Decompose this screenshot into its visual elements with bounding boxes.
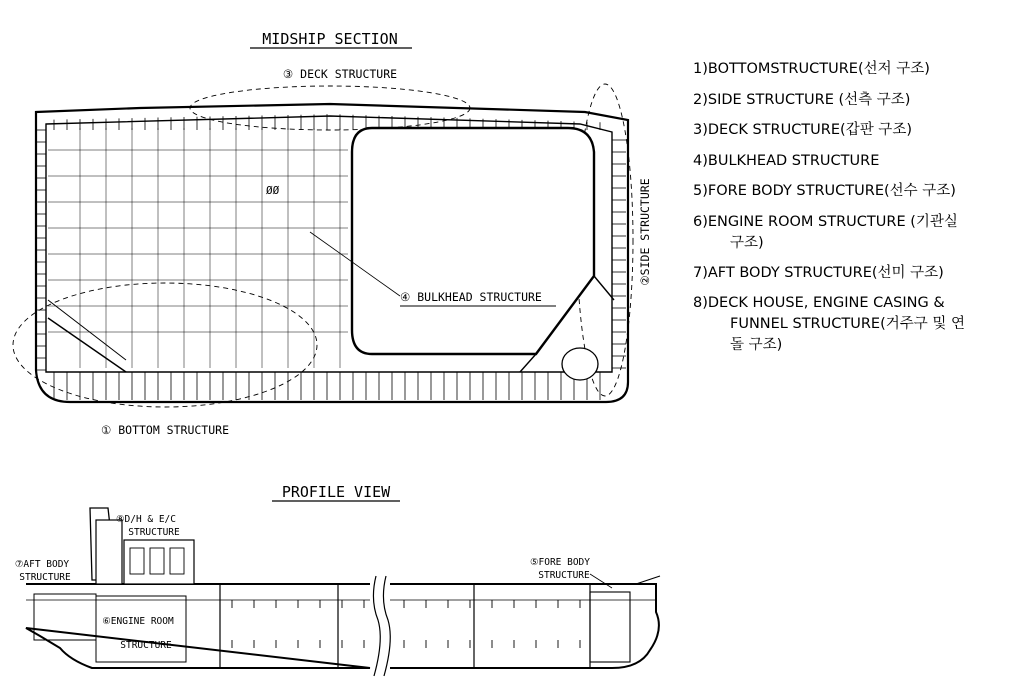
legend-line: 5)FORE BODY STRUCTURE(선수 구조) — [693, 183, 956, 199]
legend-line: 8)DECK HOUSE, ENGINE CASING & — [693, 295, 945, 311]
bilge-line — [48, 318, 126, 372]
profile-view — [15, 483, 660, 676]
side-tank-cutout — [562, 348, 598, 380]
legend-line: 2)SIDE STRUCTURE (선측 구조) — [693, 92, 911, 108]
legend-line: 4)BULKHEAD STRUCTURE — [693, 153, 880, 169]
midship-section — [13, 30, 652, 437]
cargo-hold — [352, 128, 594, 354]
legend-line: 돌 구조) — [730, 337, 783, 353]
legend-item-fore-body — [693, 181, 956, 202]
double-o-mark: ØØ — [266, 184, 280, 197]
dh-label-1: ⑧D/H & E/C — [116, 514, 176, 525]
fore-body-block — [590, 592, 630, 662]
midship-title: MIDSHIP SECTION — [262, 30, 398, 48]
legend-item-deck-house — [693, 293, 965, 356]
legend-item-aft-body — [693, 263, 944, 284]
bow-rail — [636, 576, 660, 584]
side-structure-label: ②SIDE STRUCTURE — [638, 178, 652, 286]
legend-line: FUNNEL STRUCTURE(거주구 및 연 — [730, 316, 965, 332]
aft-label-2: STRUCTURE — [19, 572, 71, 583]
legend-item-side — [693, 90, 910, 111]
deck-house — [124, 540, 194, 584]
legend-line: 1)BOTTOMSTRUCTURE(선저 구조) — [693, 61, 930, 77]
profile-title: PROFILE VIEW — [281, 483, 391, 501]
legend-item-bottom — [693, 59, 930, 80]
dh-label-2: STRUCTURE — [128, 527, 180, 538]
legend-item-engine-room — [693, 212, 958, 254]
fore-label-2: STRUCTURE — [538, 570, 590, 581]
legend-item-bulkhead — [693, 151, 879, 172]
legend-line: 구조) — [730, 235, 764, 251]
funnel-casing — [96, 520, 122, 584]
hopper-line — [594, 276, 614, 300]
break-line-1 — [373, 576, 380, 676]
bulkhead-structure-label: ④ BULKHEAD STRUCTURE — [400, 290, 542, 304]
bilge-line-2 — [48, 300, 126, 360]
break-line-2 — [383, 576, 390, 676]
engine-label-2: STRUCTURE — [120, 640, 172, 651]
fore-leader — [590, 574, 612, 588]
legend-item-deck — [693, 120, 912, 141]
hopper-line-2 — [520, 354, 536, 372]
bottom-structure-label: ① BOTTOM STRUCTURE — [100, 423, 230, 437]
engine-room-block — [96, 596, 186, 662]
deck-structure-label: ③ DECK STRUCTURE — [282, 67, 398, 81]
legend-line: 3)DECK STRUCTURE(갑판 구조) — [693, 122, 912, 138]
fore-label-1: ⑤FORE BODY — [530, 557, 590, 568]
engine-label-1: ⑥ENGINE ROOM — [102, 616, 174, 627]
profile-frame-ticks — [232, 600, 580, 648]
bottom-callout-ellipse — [13, 283, 317, 407]
legend-line: 7)AFT BODY STRUCTURE(선미 구조) — [693, 265, 944, 281]
aft-label-1: ⑦AFT BODY — [14, 559, 70, 570]
legend-line: 6)ENGINE ROOM STRUCTURE (기관실 — [693, 214, 958, 230]
